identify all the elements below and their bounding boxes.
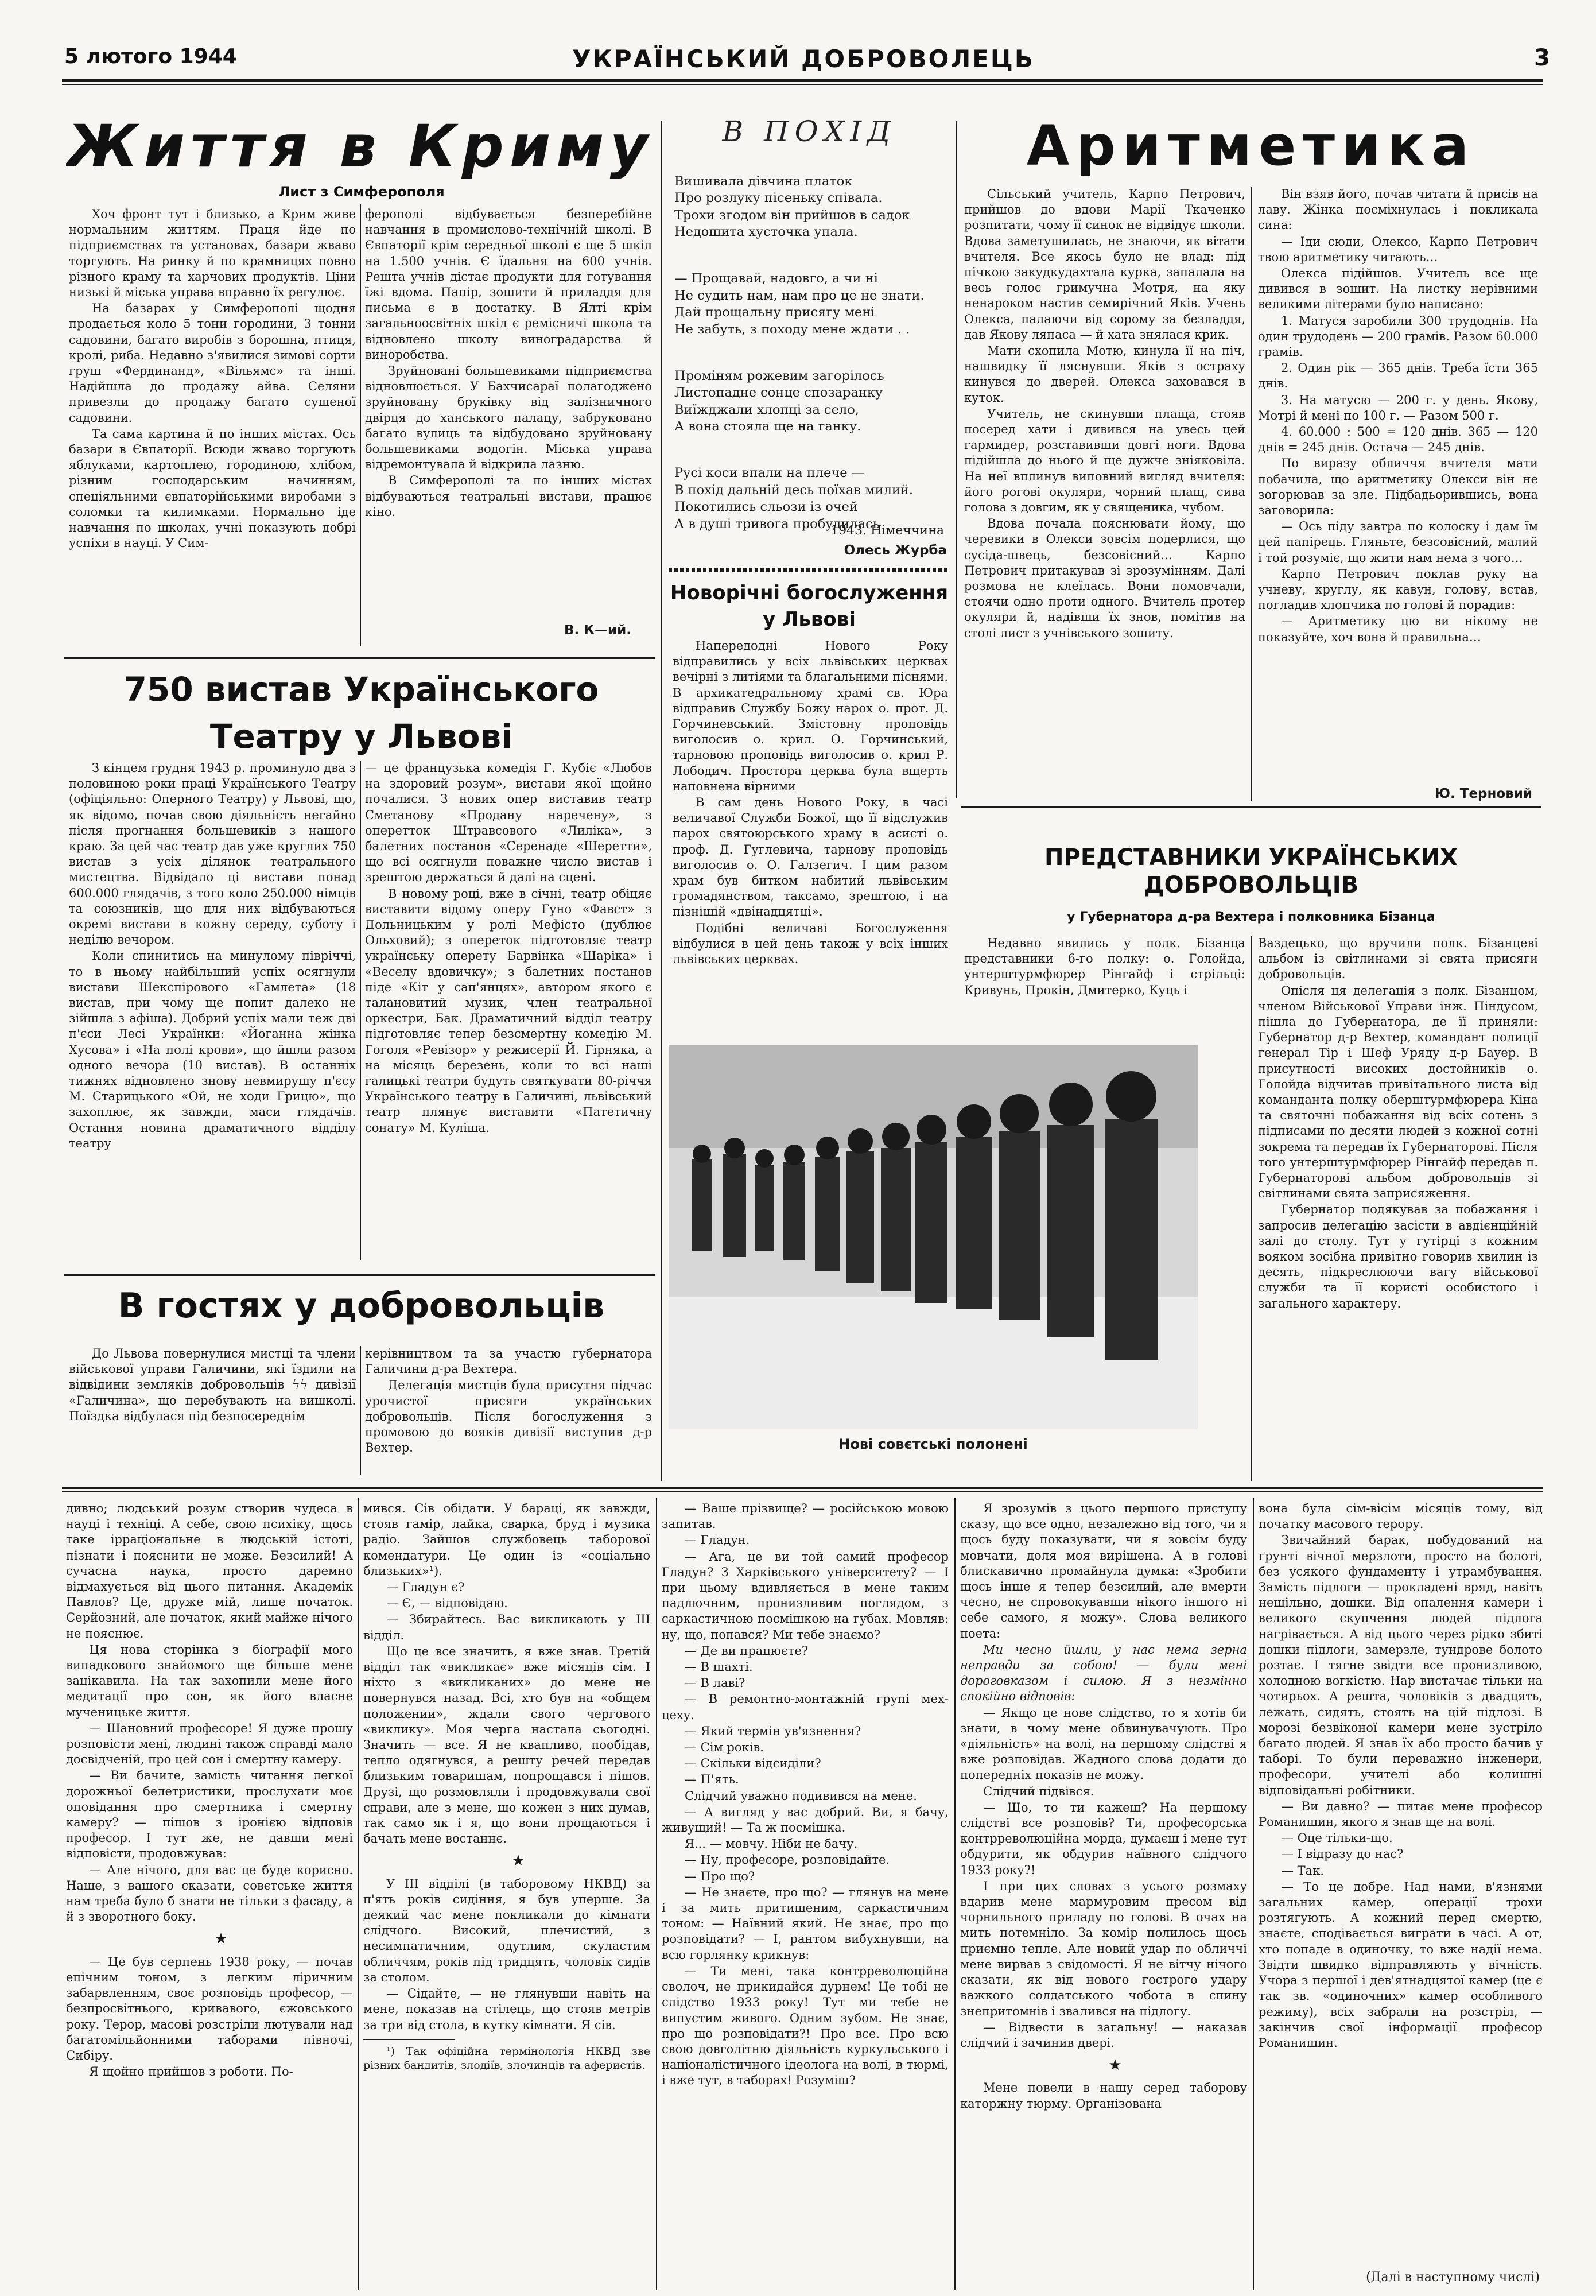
crimea-paragraph: Та сама картина й по інших містах. Ось базари в Євпаторії. Всюди жваво торгують яблуками, картоплею, городиною, хлібом, різним господарським начинням, спеціяльними євпаторійськими виробами з соломки та килимками. Нормально іде навчання по школах, учні показують добрі успіхи в науці. У Сим- [69,426,356,550]
story-paragraph: вона була сім-вісім місяців тому, від початку масового терору. [1259,1502,1543,1531]
arithmetic-column-1 [964,187,1245,806]
story-paragraph: — В лаві? [685,1676,745,1690]
guests-paragraph: До Львова повернулися мистці та члени військової управи Галичини, які їздили на відвідини земляків добровольців ϟϟ дивізії «Галичина», що перебувають на вишколі. Поїздка відбулася під безпосереднім [69,1347,356,1423]
story-paragraph: — Скільки відсиділи? [685,1756,821,1771]
poem-stanza: Русі коси впали на плече — В похід дальній десь поїхав милий. Покотились сльози із очей А в душі тривога пробудилась [674,466,914,532]
issue-date: 5 лютого 1944 [64,45,237,68]
representatives-paragraph: Опісля ця делегація з полк. Бізанцом, членом Військової Управи інж. Піндусом, пішла до Губернатора, де її приняли: Губернатор д-р Вехтер, командант полиції генерал Тір і Шеф Уряду д-р Бауер. В присутності високих достойників о. Голойда відчитав привітального листа від команданта полку оберштурмфюрера Кіна та святочні побажання від всіх сотень з підписами по десяти людей з кожної сотні зокрема та передав їх Губернаторові. Після того унтерштурмфюрер Рінгайф передав п. Губернаторові альбом добровольців зі світлинами свята заприсяження. [1258,983,1538,1201]
section-star: ★ [511,1852,525,1870]
arithmetic-column-rule [1251,187,1252,801]
story-paragraph: — Це був серпень 1938 року, — почав епічним тоном, з легким ліричним забарвленням, своє розповідь професор, — безпросвітнього, кривавого, єжовського року. Терор, масові розстріли лютували над багатомільйонними таборами півночі, Сибіру. [66,1954,353,2062]
representatives-column-rule [1251,936,1252,1481]
story-paragraph: — Ага, це ви той самий професор Гладун? З Харківського університету? — І при цьому вдивляється в мене таким падлючним, пронизливим поглядом, з саркастичною посмішкою на губах. Мовляв: ну, що, попався? Ми тебе знаємо? [662,1549,949,1642]
page-number: 3 [1534,45,1550,71]
representatives-title: ПРЕДСТАВНИКИ УКРАЇНСЬКИХ ДОБРОВОЛЬЦІВ [1044,844,1458,898]
theatre-top-rule [64,657,655,659]
theatre-paragraph: В новому році, вже в січні, театр обіцяє виставити відому оперу Гуно «Фавст» з Дольницьким у ролі Мефісто (дублює Ольховий); з опереток підготовляє театр українську оперету Барвінка «Шаріка» і «Веселу вдовичку»; з балетних постанов піде «Кіт у сап'янцях», автором якого є талановитий музик, член театральної оркестри, Бак. Драматичний відділ театру підготовляє тепер безсмертну комедію М. Гоголя «Ревізор» у режисерії Й. Гірняка, а на місяць березень, коли то всі наші галицькі театри будуть святкувати 80-річчя Українського театру в Галичині, львівський театр плянує виставити «Патетичну сонату» М. Куліша. [365,886,652,1135]
header-rule [62,79,1543,82]
guests-paragraph: Делегація мистців була присутня підчас урочистої присяги українських добровольців. Після богослуження з промовою до вояків дивізії виступив д-р Вехтер. [365,1378,652,1455]
services-body [673,638,948,1040]
photo-caption: Нові совєтські полонені [838,1436,1028,1452]
representatives-paragraph: Губернатор подякував за побажання і запросив делегацію засісти в авдієнційній залі до столу. Тут у гутірці з кожним вояком зосібна привітно говорив хвилин із десять, підкреслюючи вагу військової служби та її користі особистого і загального характеру. [1258,1203,1538,1310]
story-paragraph: — Ви давно? — питає мене професор Романишин, якого я знав ще на волі. [1259,1799,1543,1829]
column-rule-1 [661,121,662,1481]
guests-column-rule [360,1346,361,1475]
story-column-1 [66,1501,353,2293]
arithmetic-signature: Ю. Терновий [1435,786,1532,801]
continued-note: (Далі в наступному числі) [1366,2270,1540,2285]
crimea-subtitle: Лист з Симферополя [278,184,445,200]
representatives-column-2 [1258,936,1538,1481]
story-paragraph: — В ремонтно-монтажній групі мех-цеху. [662,1692,949,1722]
services-paragraph: В сам день Нового Року, в часі величавої Служби Божої, що її відслужив парох святоюрського храму в асисті о. проф. Д. Гуглевича, тарнову проповідь виголосив о. О. Галзегич. І цим разом храм був битком набитий львівським громадянством, таксамо, зрештою, і на пізнішій «двінадцятці». [673,796,948,919]
crimea-paragraph: В Симферополі та по інших містах відбуваються театральні вистави, працює кіно. [365,474,652,519]
footnote-rule [363,2039,455,2040]
story-paragraph: — Ти мені, така контрреволюційна сволоч, не прикидайся дурнем! Це тобі не слідство 1933 року! Тут ми тебе не випустим живого. Одним зубом. Не знає, про що розповідати?! Про все. Про всю свою довголітню діяльність куркульського і націоналістичного ідеолога на волі, в тюрмі, і вже тут, в таборах! Розуміш? [662,1964,949,2088]
story-paragraph: Мене повели в нашу серед табоpову каторжну тюрму. Організована [960,2081,1247,2111]
crimea-column-1 [69,207,356,649]
representatives-column-1 [964,936,1245,1039]
arithmetic-paragraph: 4. 60.000 : 500 = 120 днів. 365 — 120 днів = 245 днів. Остача — 245 днів. [1258,425,1538,455]
crimea-paragraph: На базарах у Симферополі щодня продається коло 5 тони городини, 3 тонни садовини, багато виробів з борошна, птиця, кролі, риба. Недавно з'явилися зимові сорти груш «Фердинанд», «Вільямс» та інші. Надійшла до продажу айва. Селяни привезли до продажу багато сушеної садовини. [69,301,356,425]
arithmetic-paragraph: 3. На матусю — 200 г. у день. Якову, Мотрі й мені по 100 г. — Разом 500 г. [1258,393,1538,422]
story-paragraph: — А вигляд у вас добрий. Ви, я бачу, живущий! — Та ж посмішка. [662,1805,949,1835]
story-paragraph: Я щойно прийшов з роботи. По- [89,2065,293,2079]
guests-column-2 [365,1346,652,1478]
crimea-paragraph: Хоч фронт тут і близько, а Крим живе нормальним життям. Праця йде по підприємствах та установах, базари жваво торгують. На ринку й по крамницях повно різного краму та харчових продуктів. Ціни низькі й міська управа вправно їх регулює. [69,207,356,300]
crimea-column-2 [365,207,652,620]
story-paragraph: — Що, то ти кажеш? На першому слідстві все розповів? Ти, професорська контрреволюційна морда, думаєш і мене тут обдурити, як обдурив наївного слідчого 1933 року?! [960,1800,1247,1877]
story-column-5 [1259,1501,1543,2270]
story-column-3 [662,1501,949,2293]
arithmetic-paragraph: 2. Один рік — 365 днів. Треба їсти 365 днів. [1258,361,1538,391]
crimea-paragraph: Зруйновані большевиками підприємства відновлюється. У Бахчисараї полагоджено зруйновану бруківку від залізничного двірця до ханського палацу, забруковано багато вулиць та відбудовано зруйновану большевиками водогін. Міська управа відремонтувала й відкрила лазню. [365,364,652,472]
poem-title: В ПОХІД [722,115,896,148]
arithmetic-paragraph: — Іди сюди, Олексо, Карпо Петрович твою аритметику читають… [1258,234,1538,264]
arithmetic-paragraph: Сільський учитель, Карпо Петрович, прийшов до вдови Марії Ткаченко розпитати, чому її синок не відвідує школи. Вдова заметушилась, не знаючи, як вітати вчителя. Все якось було не влад: під пічкою закудкудахтала курка, запалала на весь голос гримучна Мотря, на яку ненароком настив семирічний Яків. Учень Олекса, палаючи від сорому за безладдя, дав Якову ляпаса — й хата знялася крик. [964,187,1245,342]
bottom-column-rule-1 [358,1498,359,2290]
story-paragraph: — Є, — відповідаю. [386,1596,508,1611]
guests-paragraph: керівництвом та за участю губернатора Галичини д-ра Вехтера. [365,1347,652,1376]
prisoners-photo-graphic [669,1045,1198,1429]
story-paragraph: — То це добре. Над нами, в'язнями загальних камер, операції трохи розтягують. А кожний перед смертю, знаєте, сподівається виграти в часі. А от, хто попаде в одиночку, то вже надії нема. Звідти швидко відправляють у вічність. Учора з першої і дев'ятнадцятої камер (це є так зв. «одиночних» камер особливого режиму), всіх забрали на розстріл, — закінчив свої інформації професор Романишин. [1259,1879,1543,2050]
bottom-section-rule-thin [62,1491,1543,1492]
bottom-column-rule-3 [954,1498,956,2290]
services-paragraph: Подібні величаві Богослуження відбулися в цей день також у всіх інших львівських церквах. [673,921,948,967]
guests-title: В гостях у добровольців [118,1286,605,1326]
story-paragraph: — Ну, професоре, розповідайте. [685,1853,890,1867]
theatre-paragraph: Коли спинитись на минулому півріччі, то в ньому найбільший успіх осягнули вистави Шекспірового «Гамлета» (18 вистав, при чому ще попит далеко не зійшла з афіша). Добрий успіх мали теж дві п'єси Лесі Українки: «Йоганна жінка Хусова» і «На полі крови», що йшли разом одного вечора (10 вистав). В останніх тижнях відновлено знову невмирущу п'єсу М. Старицького «Ой, не ходи Грицю», що захоплює, як завжди, маси глядачів. Остання новина драматичного відділу театру [69,949,356,1150]
arithmetic-bottom-rule [961,806,1541,808]
arithmetic-title: Аритметика [1026,114,1476,178]
representatives-subtitle: у Губернатора д-ра Вехтера і полковника Бізанца [1067,910,1435,924]
story-paragraph: — І відразу до нас? [1282,1847,1404,1861]
services-title: Новорічні богослуження у Львові [670,581,949,631]
story-paragraph: — Ваше прізвище? — російською мовою запитав. [662,1502,949,1531]
arithmetic-paragraph: Олекса підійшов. Учитель все ще дивився в зошит. На листку нерівними великими літерами було написано: [1258,266,1538,312]
story-paragraph: — Ви бачите, замість читання легкої дорожньої белетристики, прослухати моє оповідання про смертника і смертну камеру? — пішов з іронією відповів професор. І тут же, не давши мені відповісти, продовжував: [66,1768,353,1861]
story-paragraph: мився. Сів обідати. У бараці, як завжди, стояв гамір, лайка, сварка, бруд і музика радіо. Зайшов службовець таборової комендатури. Це один із «соціально близьких»¹). [363,1502,650,1578]
story-paragraph: — Сім років. [685,1740,764,1755]
header-rule-thin [62,84,1543,85]
story-paragraph: Звичайний барак, побудований на ґрунті вічної мерзлоти, просто на болоті, без усякого фундаменту і утрамбування. Замість підлоги — прокладені вряд, навіть нещільно, дошки. Від опалення камери і великого скупчення людей підлога нагрівається. А від цього через рідко збиті дошки підлоги, замерзле, тундрове болото розтає. І тягне звідти все пронизливою, холодною вогкістю. Нар вистачає тільки на чотирьох. А решта, чоловіків з двадцять, лежать, сидять, стоять на цій підлозі. В морозі безвіконої камери мене зустріло багато людей. Я знав їх або просто бачив у таборі. То були переважно інженери, професори, учителі або колишні відповідальні робітники. [1259,1533,1543,1797]
theatre-paragraph: — це французька комедія Г. Кубіє «Любов на здоровий розум», вистави якої щойно почалися. З нових опер виставив театр Сметанову «Продану наречену», з оперетток Штравсового «Лиліка», з балетних постанов «Серенаде «Шеретти», що всі осягнули поважне число вистав і зрештою держаться й далі на сцені. [365,761,652,885]
story-paragraph: Я... — мовчу. Ніби не бачу. [685,1837,858,1851]
story-paragraph: — Так. [1282,1863,1325,1878]
bottom-column-rule-2 [656,1498,657,2290]
story-paragraph: — Оце тільки-що. [1282,1831,1393,1845]
crimea-paragraph: ферополі відбувається безперебійне навчання в промислово-технічній школі. В Євпаторії крім середньої школі є ще 5 шкіл на 1.500 учнів. Є їдальня на 600 учнів. Решта учнів дістає продукти для готування їжі вдома. Папір, зошити й приладдя для письма є в достатку. В Ялті крім загальноосвітніх шкіл є ремісничі школа та відновлено школу виноградарства й виноробства. [365,207,652,362]
story-paragraph: Слідчий підвівся. [983,1784,1094,1798]
story-paragraph: — В шахті. [685,1660,753,1674]
story-paragraph: Ця нова сторінка з біографії мого випадкового знайомого ще більше мене зацікавила. На так захопили мене його медитації про сон, як його власне мученицьке життя. [66,1642,353,1719]
footnote: ¹) Так офіційна термінологія НКВД зве різних бандитів, злодіїв, злочинців та аферистів. [363,2045,650,2072]
arithmetic-paragraph: Вдова почала пояснювати йому, що черевики в Олекси зовсім подерлися, що сусіда-швець, безсовісний… Карпо Петрович притакував зі зрозумінням. Далі розмова не клеїлась. Вони помовчали, стоячи одно проти одного. Вчитель протер окуляри й, надівши їх знов, помітив на столі лист з учнівського зошиту. [964,517,1245,640]
column-rule-2 [956,121,957,798]
theatre-column-1 [69,761,356,1266]
representatives-paragraph: Недавно явились у полк. Бізанца представники 6-го полку: о. Голойда, унтерштурмфюрер Рінгайф і стрільці: Кривунь, Прокін, Дмитерко, Куць і [964,936,1245,997]
arithmetic-paragraph: Він взяв його, почав читати й присів на лаву. Жінка посміхнулась і покликала сина: [1258,187,1538,232]
arithmetic-column-2 [1258,187,1538,784]
bottom-section-rule [62,1487,1543,1489]
story-paragraph: — Відвести в загальну! — наказав слідчий і зачинив двері. [960,2020,1247,2050]
poem-stanza: Проміням рожевим загорілось Листопадне сонце спозаранку Виїжджали хлопці за село, А вона стояла ще на ганку. [674,368,884,434]
prisoners-photo [669,1045,1198,1429]
poem-body [674,156,956,546]
guests-top-rule [64,1274,655,1276]
arithmetic-paragraph: — Ось піду завтра по колоску і дам їм цей папірець. Гляньте, безсовісний, малий і той розуміє, що жити нам нема з чого… [1258,519,1538,565]
story-paragraph: — Збирайтесь. Вас викликають у III відділ. [363,1612,650,1642]
story-paragraph: І при цих словах з усього розмаху вдарив мене мармуровим пресом від чорнильного приладу по голові. В очах на мить потемніло. За комір полилось щось приємно тепле. Але новий удар по обличчі мене вирвав з свідомості. Я не вітчу нічого сказати, як від нового гострого удару важкого солдатського чобота в спину знепритомнів і звалився на підлогу. [960,1879,1247,2018]
theatre-paragraph: З кінцем грудня 1943 р. проминуло два з половиною роки праці Українського Театру (офіціяльно: Оперного Театру) у Львові, що, як відомо, почав свою діяльність негайно після прогнання большевиків з нашого краю. За цей час театр дав уже круглих 750 вистав з усіх ділянок театрального мистецтва. Відвідало ці вистави понад 600.000 глядачів, з того коло 250.000 німців та союзників, що для них відбуваються окремі вистави в кожну середу, суботу і неділю вечором. [69,761,356,947]
story-paragraph: — Гладун. [685,1533,750,1548]
section-star: ★ [214,1930,228,1948]
story-paragraph: Я зрозумів з цього першого приступу сказу, що все одно, незалежно від того, чи я щось буду показувати, чи я зовсім буду мовчати, доля моя вирішена. А в голові блискавично промайнула думка: «Зробити щось інше я тепер безсилий, але вмерти чесно, не спровокувавши нікого іншого ні себе самого, я можу». Слова великого поета: [960,1502,1247,1640]
representatives-paragraph: Ваздецько, що вручили полк. Бізанцеві альбом із світлинами зі свята присяги добровольців. [1258,936,1538,982]
theatre-column-2 [365,761,652,1266]
arithmetic-paragraph: 1. Матуся заробили 300 трудоднів. На один трудодень — 200 грамів. Разом 60.000 грамів. [1258,313,1538,359]
story-paragraph: — П'ять. [685,1773,739,1787]
guests-column-1 [69,1346,356,1478]
arithmetic-paragraph: Учитель, не скинувши плаща, стояв посеред хати і дивився на увесь цей гармидер, розставивши довгі ноги. Вдова підійшла до нього й ще дужче зніяковіла. На неї вплинув виповний вигляд вчителя: його рогові окуляри, чорний плащ, сива голова з довгим, як у священика, чубом. [964,406,1245,515]
crimea-column-rule [360,204,361,646]
newspaper-title: УКРАЇНСЬКИЙ ДОБРОВОЛЕЦЬ [572,45,1035,73]
story-column-4 [960,1501,1247,2293]
bottom-column-rule-4 [1253,1498,1254,2290]
story-quote: Ми чесно йшли, у нас нема зерна неправди за собою! — були мені дороговказом і силою. Я з незмінно спокійно відповів: [960,1642,1247,1704]
arithmetic-paragraph: — Аритметику цю ви нікому не показуйте, хоч вона й правильна… [1258,614,1538,644]
theatre-title: 750 вистав Українського Театру у Львові [123,670,599,756]
arithmetic-paragraph: По виразу обличчя вчителя мати побачила, що аритметику Олекси він не зогорював за зле. Підбадьорившись, вона заговорила: [1258,456,1538,518]
story-paragraph: — Але нічого, для вас це буде корисно. Наше, з вашого сказати, совєтське життя нам треба було б знати не тільки з фасаду, а й з зворотного боку. [66,1863,353,1924]
story-paragraph: — Гладун є? [386,1580,465,1595]
story-paragraph: — Який термін ув'язнення? [685,1724,861,1738]
section-star: ★ [1108,2057,1122,2074]
story-column-2 [363,1501,650,2293]
crimea-title: Життя в Криму [66,113,654,181]
crimea-signature: В. К—ий. [564,623,631,638]
arithmetic-paragraph: Карпо Петрович поклав руку на учневу, круглу, як кавун, голову, встав, погладив хлопчика по голові й порадив: [1258,567,1538,612]
story-paragraph: — Де ви працюєте? [685,1643,809,1658]
story-paragraph: У III відділі (в табоpовому НКВД) за п'ять років сидіння, я був уперше. За деякий час мене покликали до кімнати слідчого. Високий, плечистий, з несимпатичним, одутлим, скуластим обличчям, років під тридцять, чоловік сидів за столом. [363,1876,650,1984]
poem-bottom-rule [669,568,950,572]
story-paragraph: — Якщо це нове слідство, то я хотів би знати, в чому мене обвинувачують. Про «діяльність» на волі, на першому слідстві я вже розповідав. Жадного слова додати до попередніх показів не можу. [960,1705,1247,1782]
story-paragraph: Слідчий уважно подивився на мене. [685,1789,917,1803]
story-paragraph: — Про що? [685,1869,755,1883]
theatre-column-rule [360,761,361,1260]
story-paragraph: дивно; людський розум створив чудеса в науці і техніці. А себе, свою психіку, щось таке ірраціональне в людській істоті, пізнати і пояснити не може. Безсилий! А сучасна наука, просто даремно відмахується від цього питання. Академік Павлов? Це, друже мій, лише початок. Серйозний, але початок, який майже нічого не пояснює. [66,1502,353,1640]
arithmetic-paragraph: Мати схопила Мотю, кинула її на піч, нашвидку її ляснувши. Яків з остраху кинувся до дверей. Олекса заховався в куток. [964,344,1245,405]
poem-stanza: Вишивала дівчина платок Про розлуку пісеньку співала. Трохи згодом він прийшов в садок Недошита хусточка упала. [674,173,910,239]
story-paragraph: Що це все значить, я вже знав. Третій відділ так «викликає» вже місяців сім. І ніхто з «викликаних» до мене не повернувся назад. Всі, хто був на «общем положении», ждали свого чергового «виклику». Моя черга настала сьогодні. Значить — все. Я не квапливо, пообідав, тепло одягнувся, а решту речей передав близьким товаришам, попрощався і пішов. Друзі, що розмовляли і продовжували свої справи, але з мене, що кожен з них думав, так само як і я, що вони прощаються і бачать мене востаннє. [363,1644,650,1846]
poem-date: 1943. Німеччина [830,523,944,538]
story-paragraph: — Шановний професоре! Я дуже прошу розповісти мені, людині також справді мало досвідченій, про цей сон і смертну камеру. [66,1721,353,1767]
story-paragraph: — Не знаєте, про що? — глянув на мене і за мить притишеним, саркастичним тоном: — Наївний який. Не знає, про що розповідати? — І, рантом вибухнувши, на всю горлянку крикнув: [662,1885,949,1962]
poem-stanza: — Прощавай, надовго, а чи ні Не судить нам, нам про це не знати. Дай прощальну присягу мені Не забуть, з походу мене ждати . . [674,271,925,337]
services-paragraph: Напередодні Нового Року відправились у всіх львівських церквах вечірні з литіями та благальними піснями. В архикатедральному храмі св. Юра відправив Службу Божу нарох о. прот. Д. Горчиневський. Змістовну проповідь виголосив о. крил. О. Горчинський, тарновою проповідь виголосив о. крил Р. Лободич. Простора церква була вщерть наповнена вірними [673,639,948,793]
story-paragraph: — Сідайте, — не глянувши навіть на мене, показав на стілець, що стояв метрів за три від стола, в кутку кімнати. Я сів. [363,1987,650,2032]
poem-author: Олесь Журба [844,543,947,558]
